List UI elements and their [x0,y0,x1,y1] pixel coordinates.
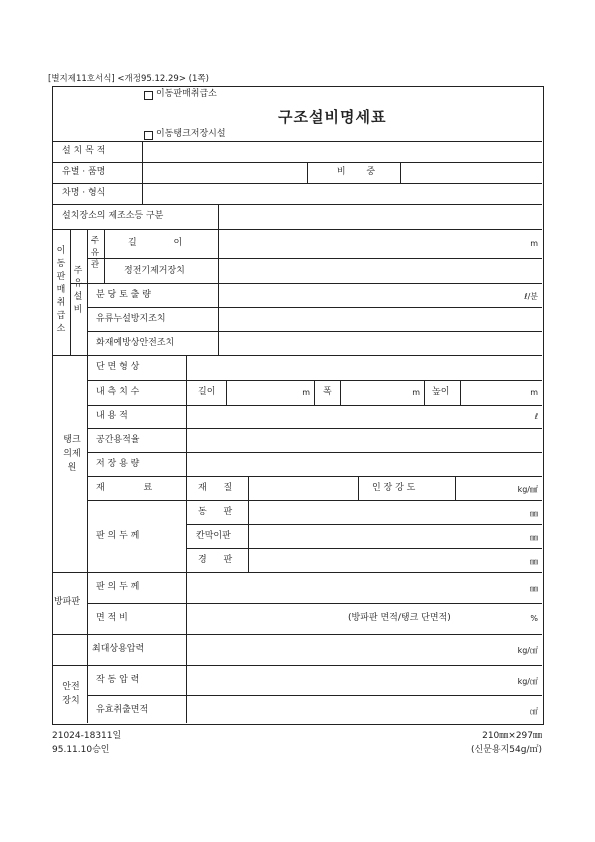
label-class-name: 유별 · 품명 [62,167,106,177]
unit-dim-height: m [530,388,538,397]
unit-discharge: ℓ/분 [524,292,538,301]
checkbox-tank-label: 이동탱크저장시설 [156,129,226,139]
label-baffle-plate: 칸막이판 [196,531,231,541]
unit-baffle: ㎜ [530,533,538,542]
footer-paper-size: 210㎜×297㎜ [482,731,542,741]
unit-surge-thickness: ㎜ [530,584,538,593]
unit-max-pressure: kg/㎠ [517,646,538,655]
label-storage-volume: 저 장 용 량 [96,459,140,469]
label-material-quality: 재 질 [198,483,233,493]
label-tank-spec-group: 탱크의제원 [63,435,81,473]
label-max-pressure: 최대상용압력 [92,644,145,654]
label-shell-plate: 동 판 [198,507,233,517]
label-operating-pressure: 작 동 압 력 [96,675,140,685]
label-location-division: 설치장소의 제조소등 구분 [62,211,164,221]
label-volume: 내 용 적 [96,411,128,421]
label-surge-group: 방파판 [54,597,81,607]
label-tensile-strength: 인 장 강 도 [372,483,416,493]
label-fire-safety: 화재예방상안전조치 [96,338,175,348]
label-ullage-ratio: 공간용적율 [96,435,140,445]
label-flow-area: 유효취출면적 [96,705,149,715]
checkbox-mobile-label: 이동판매취급소 [156,89,217,99]
unit-length: m [530,239,538,248]
label-install-purpose: 설 치 목 적 [62,146,106,156]
label-dim-width: 폭 [323,387,332,397]
label-specific-gravity: 비 중 [336,167,376,177]
label-safety-group: 안전장치 [62,682,80,706]
label-mobile-sales-group: 이동판매취급소 [56,246,66,334]
label-fueling-equipment: 주유설비 [73,266,83,315]
label-cross-section: 단 면 형 상 [96,362,140,372]
label-hose-length: 길 이 [128,238,183,248]
unit-flow-area: ㎠ [530,707,538,716]
label-surge-thickness: 판 의 두 께 [96,582,140,592]
unit-tensile: kg/㎟ [517,485,538,494]
unit-dim-width: m [412,388,420,397]
unit-volume: ℓ [534,412,538,421]
form-info: [별지제11호서식] <개정95.12.29> (1쪽) [48,74,209,84]
unit-head: ㎜ [530,557,538,566]
label-dim-length: 길이 [198,387,216,397]
label-leak-prevention: 유류누설방지조치 [96,314,166,324]
footer-approval: 95.11.10승인 [52,745,110,755]
label-material: 재 료 [96,483,153,493]
unit-area-ratio: % [530,614,538,623]
label-inner-dimensions: 내 측 치 수 [96,387,140,397]
label-area-ratio: 면 적 비 [96,613,128,623]
label-head-plate: 경 판 [198,555,233,565]
footer-code: 21024-18311일 [52,731,122,741]
unit-dim-length: m [302,388,310,397]
label-fuel-hose: 주유관 [90,236,100,270]
label-static-removal: 정전기제거장치 [124,266,185,276]
unit-operating-pressure: kg/㎠ [517,677,538,686]
unit-shell: ㎜ [530,509,538,518]
footer-paper-type: (신문용지54g/㎡) [471,745,542,755]
label-dim-height: 높이 [432,387,450,397]
label-area-ratio-note: (방파판 면적/탱크 단면적) [348,613,451,623]
label-vehicle-model: 차명 · 형식 [62,188,106,198]
label-plate-thickness: 판 의 두 께 [96,531,140,541]
checkbox-tank-storage[interactable] [144,131,153,140]
page-title: 구조설비명세표 [278,108,387,126]
checkbox-mobile-sales[interactable] [144,91,153,100]
label-discharge-rate: 분 당 토 출 량 [96,290,151,300]
